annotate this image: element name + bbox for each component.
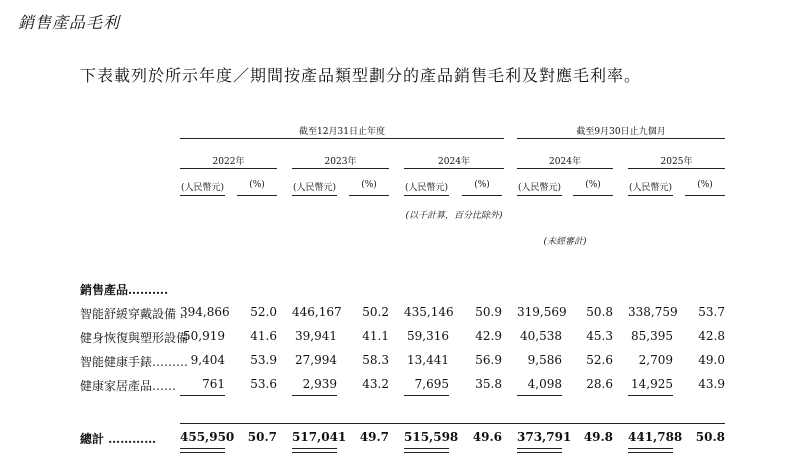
subtotal-rule xyxy=(628,395,673,396)
amount-cell: 2,939 xyxy=(302,377,337,391)
percent-cell: 49.0 xyxy=(698,353,725,367)
total-double-rule xyxy=(292,448,337,453)
total-percent-cell: 49.7 xyxy=(359,430,389,444)
year-rule-2024-9m xyxy=(517,168,613,169)
percent-cell: 43.2 xyxy=(362,377,389,391)
amount-cell: 4,098 xyxy=(527,377,562,391)
percent-cell: 45.3 xyxy=(586,329,613,343)
subtotal-rule xyxy=(404,395,449,396)
col-rule xyxy=(404,195,449,196)
year-rule-2025-9m xyxy=(628,168,725,169)
amount-cell: 394,866 xyxy=(180,305,230,319)
percent-cell: 43.9 xyxy=(698,377,725,391)
col-rule xyxy=(237,195,277,196)
amount-cell: 13,441 xyxy=(407,353,449,367)
subtotal-rule xyxy=(292,395,337,396)
row-label: 智能舒緩穿戴設備 .. xyxy=(80,307,188,321)
col-pct-2025-9m: (%) xyxy=(697,180,713,190)
total-amount-cell: 441,788 xyxy=(628,430,683,444)
row-label: 智能健康手錶……… xyxy=(80,355,189,369)
total-amount-cell: 373,791 xyxy=(517,430,572,444)
percent-cell: 42.8 xyxy=(698,329,725,343)
category-label: 銷售產品………. xyxy=(80,283,169,297)
row-label: 健康家居產品…… xyxy=(80,379,177,393)
percent-cell: 28.6 xyxy=(586,377,613,391)
total-amount-cell: 515,598 xyxy=(404,430,459,444)
percent-cell: 58.3 xyxy=(362,353,389,367)
amount-cell: 435,146 xyxy=(404,305,454,319)
year-rule-2024 xyxy=(404,168,504,169)
units-note: (以千計算，百分比除外) xyxy=(405,211,503,221)
amount-cell: 40,538 xyxy=(520,329,562,343)
percent-cell: 42.9 xyxy=(475,329,502,343)
col-rule xyxy=(628,195,673,196)
row-label: 健身恢復與塑形設備 xyxy=(80,331,189,345)
total-double-rule xyxy=(628,448,673,453)
section-title: 銷售產品毛利 xyxy=(18,13,121,32)
percent-cell: 53.6 xyxy=(250,377,277,391)
total-amount-cell: 455,950 xyxy=(180,430,235,444)
percent-cell: 41.1 xyxy=(362,329,389,343)
col-pct-2024: (%) xyxy=(474,180,490,190)
col-rule xyxy=(573,195,613,196)
subtotal-rule xyxy=(517,395,562,396)
year-header-2022: 2022年 xyxy=(212,157,245,167)
amount-cell: 39,941 xyxy=(295,329,337,343)
col-rule xyxy=(292,195,337,196)
amount-cell: 59,316 xyxy=(407,329,449,343)
col-amount-2022: (人民幣元) xyxy=(180,183,225,193)
amount-cell: 7,695 xyxy=(414,377,449,391)
amount-cell: 27,994 xyxy=(295,353,337,367)
amount-cell: 446,167 xyxy=(292,305,342,319)
unaudited-note: (未經審計) xyxy=(543,237,587,247)
year-header-2025-9m: 2025年 xyxy=(660,157,693,167)
col-rule xyxy=(180,195,225,196)
amount-cell: 85,395 xyxy=(631,329,673,343)
group-rule-years xyxy=(180,138,504,139)
percent-cell: 53.7 xyxy=(698,305,725,319)
group-header-nine-months: 截至9月30日止九個月 xyxy=(576,127,666,137)
col-pct-2024-9m: (%) xyxy=(585,180,601,190)
group-rule-nine-months xyxy=(517,138,725,139)
year-header-2023: 2023年 xyxy=(324,157,357,167)
amount-cell: 319,569 xyxy=(517,305,567,319)
year-header-2024-9m: 2024年 xyxy=(549,157,581,167)
col-amount-2024: (人民幣元) xyxy=(404,183,449,193)
percent-cell: 50.8 xyxy=(586,305,613,319)
total-percent-cell: 49.8 xyxy=(583,430,613,444)
total-amount-cell: 517,041 xyxy=(292,430,347,444)
amount-cell: 9,404 xyxy=(190,353,225,367)
percent-cell: 35.8 xyxy=(475,377,502,391)
subtotal-rule xyxy=(180,395,225,396)
col-rule xyxy=(685,195,725,196)
intro-paragraph: 下表載列於所示年度／期間按產品類型劃分的產品銷售毛利及對應毛利率。 xyxy=(80,66,642,85)
col-pct-2022: (%) xyxy=(249,180,265,190)
percent-cell: 41.6 xyxy=(250,329,277,343)
year-rule-2022 xyxy=(180,168,277,169)
total-percent-cell: 49.6 xyxy=(472,430,502,444)
total-double-rule xyxy=(404,448,449,453)
col-rule xyxy=(517,195,562,196)
col-amount-2024-9m: (人民幣元) xyxy=(517,183,562,193)
total-top-rule xyxy=(180,423,725,424)
amount-cell: 2,709 xyxy=(638,353,673,367)
col-amount-2023: (人民幣元) xyxy=(292,183,337,193)
amount-cell: 338,759 xyxy=(628,305,678,319)
year-header-2024: 2024年 xyxy=(438,157,470,167)
amount-cell: 50,919 xyxy=(183,329,225,343)
total-percent-cell: 50.8 xyxy=(695,430,725,444)
amount-cell: 761 xyxy=(202,377,225,391)
percent-cell: 53.9 xyxy=(250,353,277,367)
group-header-years: 截至12月31日止年度 xyxy=(299,127,385,137)
year-rule-2023 xyxy=(292,168,389,169)
percent-cell: 50.9 xyxy=(475,305,502,319)
percent-cell: 56.9 xyxy=(475,353,502,367)
percent-cell: 52.0 xyxy=(250,305,277,319)
total-percent-cell: 50.7 xyxy=(247,430,277,444)
total-double-rule xyxy=(517,448,562,453)
col-rule xyxy=(462,195,502,196)
percent-cell: 52.6 xyxy=(586,353,613,367)
col-amount-2025-9m: (人民幣元) xyxy=(628,183,673,193)
total-label: 總計 ………… xyxy=(80,432,157,446)
col-rule xyxy=(349,195,389,196)
amount-cell: 14,925 xyxy=(631,377,673,391)
amount-cell: 9,586 xyxy=(527,353,562,367)
percent-cell: 50.2 xyxy=(362,305,389,319)
total-double-rule xyxy=(180,448,225,453)
col-pct-2023: (%) xyxy=(361,180,377,190)
